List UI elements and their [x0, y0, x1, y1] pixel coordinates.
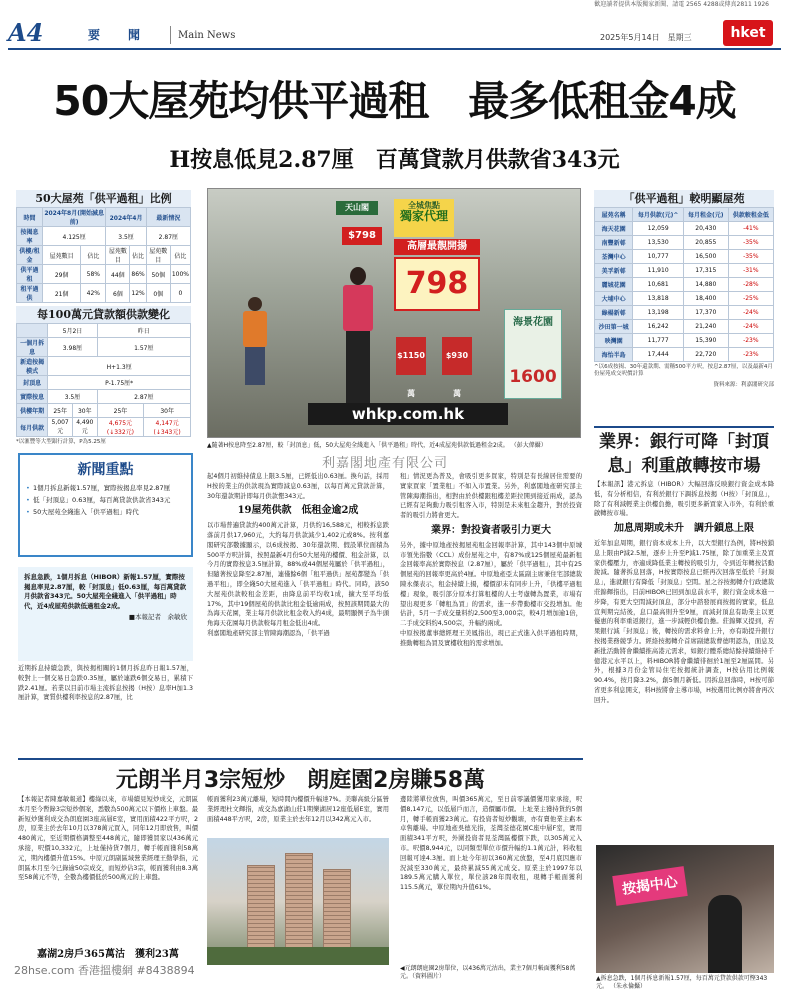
table-title: 每100萬元貸款額供款變化	[16, 306, 191, 323]
table-row	[595, 334, 774, 348]
table-cell: 86%	[130, 265, 146, 284]
table-cell: 最新情況	[146, 208, 190, 227]
table-row	[17, 338, 191, 357]
photo-caption	[207, 442, 581, 450]
table-cell: 21,240	[683, 320, 728, 334]
table-cell: 0	[170, 284, 190, 303]
street-photo	[207, 188, 581, 438]
table-cell: 30年	[72, 404, 97, 418]
table-cell: 昨日	[97, 324, 190, 338]
photo-caption	[596, 975, 774, 991]
table-cell: 供樓/租金	[17, 246, 43, 265]
photo-sign-text: 獨家代理	[399, 209, 448, 223]
table-row	[17, 208, 191, 227]
table-row	[17, 227, 191, 246]
table-cell: 14,880	[683, 278, 728, 292]
table-row	[595, 250, 774, 264]
table-row	[17, 265, 191, 284]
table-row	[595, 236, 774, 250]
table-cell: -35%	[728, 250, 773, 264]
table-cell: 每月供款	[17, 418, 48, 437]
article-column-b3: 邊陸將單位放售，叫價365萬元，至日前零議價獲用家承接，呎價8,147元，以低層戶而言，造價屬市價。上址業主獲持貨約5個月，轉手帳面獲23萬元。有投資者短炒觀塘，亦有賣他業主虧本卓售離場。中原地產吳德光指，荃灣荃德花園C座中層F室，實用面積341平方呎，外圍投資者見荃灣區樓價下跌，以305萬元入市。呎價8,944元，以同類型單位市價升幅約1.1萬元計，料收租回報可達4.3厘。而上址今年初以360萬元放盤，至4月底因應市況減至330萬元，最終累減55萬元成交。原業主於1997年以189.5萬元購入單位，單位該28年間收租，現轉手帳面獲利115.5萬元，單位期內升值61%。	[400, 796, 582, 892]
trees	[207, 947, 389, 965]
header-divider	[170, 26, 171, 44]
issue-date: 2025年5月14日 星期三	[600, 33, 692, 42]
table-cell: 21個	[42, 284, 80, 303]
table-cell: P-1.75厘*	[48, 376, 191, 390]
paragraph: 以市場普遍貸款約400萬元計算，月供約16,588元，相較拆息跌落前月供17,960元，大約每月供款減少1,402元或8%。按利嘉閣研究部數據顯示，以6成按揭、30年還款期、假設單位面積為500平方呎計算，按照最新4月份50大屋苑的樓價、租金計算，以今月的實際按息3.5厘計算，88%或44個屋苑屬於「供平過租」，但隨著按息降至2.87厘，連僅餘6個「租平過供」屋苑都變為「供過平租」，即全綫50大屋苑進入「供平過租」時代。同時，該50大屋苑供款較租金差距，由降息前平均收1成，擴大至平均低17%，其中19個屋苑的供款比租金低逾兩成，按照該期間最大的為海天花園，業主每月供款比租金收入約4成，最明顯例子為牛頭角海天花園每月供款較每月租金低出4成。	[207, 522, 389, 628]
photo-sign-text: 海景花園	[513, 317, 553, 328]
estate-photo	[207, 838, 389, 965]
data-table	[594, 207, 774, 362]
table-cell: 42%	[81, 284, 106, 303]
table-cell: 供款較租金低	[728, 208, 773, 222]
article-subheading: 嘉湖2房戶365萬沽 獲利23萬	[37, 949, 179, 960]
article-subheading: 業界：對投資者吸引力更大	[431, 524, 551, 536]
paragraph: 【本報訊】港元拆息（HIBOR）大幅回落反映銀行資金成本降低，有分析相信，有利於銀行下調拆息按揭（H按）「封頂息」，除了有利減輕業主供樓負擔，吸引更多新買家入市外，有利於重啟轉按市場。	[594, 481, 774, 518]
table-cell: 2024年8月(開始減息前)	[42, 208, 105, 227]
hket-logo: hket	[723, 20, 773, 46]
table-cell: 4,147元 (↓343元)	[144, 418, 191, 437]
table-title: 「供平過租」較明顯屋苑	[594, 190, 774, 207]
data-table	[16, 323, 191, 437]
paragraph: 近年加息周期，銀行資本成本上升，以大型銀行為例，將H按鎖息上限由P減2.5厘，逐步上升至P減1.75厘，除了加重業主及買家供樓壓力，亦適成降低業主轉按的吸引力，令到近年轉按活動銳減。隨著拆息回落，H按實際按息已經再次回落至低於「封頂息」，進就銀行有降低「封頂息」空間。星之谷按揭轉介行政總裁莊錦輝指出，目前HIBOR已回到加息前水平，銀行資金成本進一步降，有更大空間減封頂息，部分中諮發展商按揭的實家，低息宣判期完結後，息口最高則升至9厘，而減封頂息有助業主以更優惠的利率重返銀行，進一步減輕供樓負擔。莊錦輝又提到，若果銀行減「封頂息」後，轉按的需求料會上升，亦有助提升銀行按揭業務競爭力。經絡按揭轉介首席副總裁曹德明認為，面息及新批活動將會繼續推高港元需求，如銀行體系總結餘持續維持千億港元水平以上，料HIBOR將會繼續徘徊於1厘至2厘區間。另外，根據3月份金管局住宅按揭統計調查，H按佔用比例報90.4%，按月降3.2%，創5個月新低。因拆息回落時，H按可節省更多利息開支，料H按將會主導市場，H按選用比例亦將會再次回升。	[594, 539, 774, 704]
table-cell: 1.57厘	[97, 338, 190, 357]
article-column-b2: 帳面獲利23萬元離場，短時間內樓價升幅達7%。美聯高級分區營業經理杜文輝指，成交為嘉湖山莊1期樂湖居12座低層E室，實用面積448平方呎，2房，原業主於去年12月以342萬元入市。	[207, 796, 389, 823]
table-cell: 3.5厘	[48, 390, 97, 404]
table-row	[17, 284, 191, 303]
table-cell: 17,444	[633, 348, 684, 362]
section-name-en: Main News	[178, 30, 236, 41]
table-cell: 2.87厘	[97, 390, 190, 404]
table-row	[17, 357, 191, 376]
table-row	[17, 324, 191, 338]
table-cell: 屋苑數目	[146, 246, 170, 265]
page-number: A4	[8, 18, 44, 47]
table-cell: 12%	[130, 284, 146, 303]
table-cell: 18,400	[683, 292, 728, 306]
table-note: ^以6成按揭、30年還款期、需稱500平方呎，按息2.87厘，以及最新4月份屋苑成交呎價計算	[594, 364, 773, 377]
headline: 50大屋苑均供平過租 最多低租金4成	[53, 77, 736, 125]
table-cell: 佔比	[81, 246, 106, 265]
table-cell: 3.5厘	[106, 227, 146, 246]
lead-summary-box	[18, 567, 193, 661]
table-cell: 按揭息率	[17, 227, 43, 246]
table-cell: 海怡半島	[595, 348, 633, 362]
caption-text: ▲隨著H按息降至2.87厘，較「封頂息」低，50大屋苑全綫進入「供平過租」時代，近4成屋苑供款低過租金2成。	[207, 442, 509, 449]
table-row	[595, 348, 774, 362]
photo-sign: 高層最靚開揚	[394, 239, 480, 255]
photo-sign: 798	[394, 257, 480, 311]
photo-credit: （彭大偉攝）	[510, 442, 547, 449]
article-column-2	[207, 472, 389, 639]
photo-sign: 按揭中心	[612, 866, 687, 906]
table-cell: 3.98厘	[48, 338, 97, 357]
list-item: • 1個月拆息新報1.57厘，實際按揭息率見2.87厘	[26, 484, 185, 493]
list-item: • 低「封頂息」0.63厘，每百萬貸款供款省343元	[26, 496, 185, 505]
table-cell: 2.87厘	[146, 227, 190, 246]
table-row	[17, 246, 191, 265]
table-cell: 屋苑名稱	[595, 208, 633, 222]
article-column-1: 近期拆息持續急跌，與按揭相關的1個月拆息昨日報1.57厘，較對上一個交易日急跌0.35厘，屬於連跌6個交易日，累積下跌2.41厘。若業以目前市場主流拆息按揭（H按）息率H加1.3厘計算，實質供樓利率按息的2.87厘，比	[18, 665, 193, 702]
data-table	[16, 207, 191, 303]
table-row	[595, 320, 774, 334]
table-cell: 17,370	[683, 306, 728, 320]
article-column-3	[400, 472, 582, 649]
table-cell: 每月供款(元)^	[633, 208, 684, 222]
table-source: 資料來源：利嘉閣研究部	[713, 382, 774, 388]
photo-sign	[504, 309, 562, 399]
table-cell: 美孚新邨	[595, 264, 633, 278]
table-cell: 10,681	[633, 278, 684, 292]
sidebar-article	[594, 480, 774, 706]
table-cell: 租平過供	[17, 284, 43, 303]
table-cell: 麗城花園	[595, 278, 633, 292]
table-row	[595, 306, 774, 320]
table-cell: 44個	[106, 265, 130, 284]
photo-sign: $930萬	[442, 337, 472, 375]
paragraph: 租」情況更為普及，會吸引更多買家，特別是有長線居住需要的實家買家「置業租」不如入市置業。另外，利嘉閣地產研究部主管陳海潮指出，相對由於供樓跟租樓差距拉開到接近兩成，認為已經有足夠動力吸引租客入市，特別是未來租金趨升，對於投資者的吸引力將會更大。	[400, 473, 582, 520]
table-cell: -35%	[728, 236, 773, 250]
table-cell: 4,490元	[72, 418, 97, 437]
agency-watermark: 利嘉閣地產有限公司	[322, 456, 449, 471]
table-cell: -41%	[728, 222, 773, 236]
table-cell: 16,500	[683, 250, 728, 264]
b1-subheading-block	[18, 945, 198, 960]
article-subheading: 加息周期或未升 調升鎖息上限	[614, 523, 754, 535]
table-row	[17, 418, 191, 437]
paragraph: 另外，據中原地產按揭屋苑租金回報率計算，其中143個中原城市領先指數（CCL）成份屋苑之中，有87%或125個屋苑最新租金回報率高於實際按息（2.87厘），屬於「供平過租」，其中有25個屋苑的回報率更高於4厘。中原地產亞太區副主席兼住宅部總裁陳永傑表示，租金持續上揚，樓價卻未有同步上升，「供樓平過租樓」現象，吸引部分原本打算租樓的人士考慮轉為置業，市場有望出現更多「轉租為買」的需求，進一步帶動樓市交投增加。他估計，5月一手成交量料約2,500至3,000宗，較4月增加逾1倍，二手成交料約4,500宗，升幅約兩成。	[400, 541, 582, 628]
table-cell: 沙田第一城	[595, 320, 633, 334]
table-cell: 4,675元 (↓332元)	[97, 418, 144, 437]
table-cell: 11,777	[633, 334, 684, 348]
table-row	[595, 222, 774, 236]
table-cell: 5,007元	[48, 418, 73, 437]
table-cell: -24%	[728, 320, 773, 334]
table-cell: 5月2日	[48, 324, 97, 338]
table-cell: 100%	[170, 265, 190, 284]
table-row	[17, 390, 191, 404]
table-cell: 30年	[144, 404, 191, 418]
table-cell: 供平過租	[17, 265, 43, 284]
paragraph: 起4個月初維持債息上限3.5厘，已經低出0.63厘。換句話，採用H按的業主的供款現為實際減息0.63厘，以每百萬元貸款計算，30年還款期計即每月供款慳343元。	[207, 473, 389, 500]
table-cell: 50個	[146, 265, 170, 284]
table-cell: 大埔中心	[595, 292, 633, 306]
table-cell: 0個	[146, 284, 170, 303]
table-cell: 25年	[97, 404, 144, 418]
table-cell: 綠楊新邨	[595, 306, 633, 320]
table-cell: 12,059	[633, 222, 684, 236]
photo-credit: （朱永倫攝）	[609, 983, 646, 990]
table-cell: -23%	[728, 334, 773, 348]
byline: ■本報記者 余敏欣	[128, 613, 187, 621]
table-cell: 實際按息	[17, 390, 48, 404]
table-title: 50大屋苑「供平過租」比例	[16, 190, 191, 207]
table-cell: -24%	[728, 306, 773, 320]
news-highlights-title: 新聞重點	[77, 462, 134, 478]
photo-sign-text: 1600	[509, 367, 557, 387]
section-name: 要聞	[88, 28, 169, 42]
table-repayment-change	[16, 306, 191, 448]
table-row	[595, 264, 774, 278]
paragraph: 利嘉閣地產研究部主管陳海潮認為，「供平過	[207, 629, 330, 637]
photo-sign: 天山閣	[336, 201, 378, 215]
top-contact-strip: 歡迎讀者提供本版獨家新聞、請電 2565 4288或傳真2811 1926	[594, 1, 769, 8]
photo-sign: $798	[342, 227, 382, 245]
table-cell: -25%	[728, 292, 773, 306]
photo-sign: $1150萬	[396, 337, 426, 375]
photo-sign-text: 全城焦點	[408, 201, 440, 210]
table-cell: 22,720	[683, 348, 728, 362]
photo-caption: ◀元朗朗庭園2房單位，以436萬元沽出，業主7個月帳面獲利58萬元。（資料圖片）	[400, 965, 576, 980]
table-cell: 20,430	[683, 222, 728, 236]
table-cell: 25年	[48, 404, 73, 418]
article-column-b1: 【本報記者陳嘉敏報道】樓綠以來，市場續見短炒成交，元朗區本月至今暫錄3宗短炒個案，悉數為500萬元以下價格上車盤。最新短炒獲利成交為朗庭園3座高層E室，實用面積422平方呎，2房，原業主於去年10月以378萬元買入，同年12月即放售，叫價480萬元，至近期價格調整至448萬元，隨即獲買家以436萬元承接，呎價10,332元，上址僅持貨7個月，轉手帳面獲利58萬元，期內樓價升值15%。中原元朗副區域營業經理王勤學指，元朗區本月至今已錄逾50宗成交，而短炒佔3宗，帳面獲利由8.3萬至58萬元不等，全數為樓價低於500萬元的上車盤。	[18, 796, 198, 882]
table-cell: 海天花園	[595, 222, 633, 236]
table-cell: 13,530	[633, 236, 684, 250]
table-cell: 4.125厘	[42, 227, 105, 246]
table-cell: 封頂息	[17, 376, 48, 390]
table-cell: 13,818	[633, 292, 684, 306]
subheadline: H按息低見2.87厘 百萬貸款月供款省343元	[169, 147, 620, 173]
table-cell: 20,855	[683, 236, 728, 250]
table-cell: 58%	[81, 265, 106, 284]
mortgage-centre-photo	[596, 845, 774, 973]
table-cell: -31%	[728, 264, 773, 278]
table-cell: 新造按揭模式	[17, 357, 48, 376]
table-note: *以滙豐等大型銀行計算，P為5.25厘	[16, 439, 106, 445]
table-cell: 10,777	[633, 250, 684, 264]
table-cell: 11,910	[633, 264, 684, 278]
table-cell: 佔比	[170, 246, 190, 265]
table-cell: 2024年4月	[106, 208, 146, 227]
table-cell: 17,315	[683, 264, 728, 278]
sidebar-headline: 業界：銀行可降「封頂息」利重啟轉按市場	[594, 426, 774, 478]
table-estates-list	[594, 190, 774, 391]
table-row	[595, 208, 774, 222]
list-item: • 50大屋苑全綫進入「供平過租」時代	[26, 508, 185, 517]
table-cell: 一個月拆息	[17, 338, 48, 357]
table-cell: 荃灣中心	[595, 250, 633, 264]
paragraph: 中原按揭董事總經理王美鳳指出，現已正式進入供平過租時期，推動轉租為買及實樓收租的需求增加。	[400, 629, 582, 647]
table-cell: 16,242	[633, 320, 684, 334]
second-headline: 元朗半月3宗短炒 朗庭園2房賺58萬	[18, 758, 583, 794]
caption-text: ▲拆息急跌，1個月拆息新報1.57厘，每百萬元貸款供款可慳343元。	[596, 975, 768, 990]
table-row	[595, 292, 774, 306]
table-cell: 供樓年期	[17, 404, 48, 418]
table-cell	[17, 324, 48, 338]
photo-sign: whkp.com.hk	[308, 403, 508, 425]
person-figure	[708, 895, 742, 973]
table-cell: 13,198	[633, 306, 684, 320]
table-cell: 屋苑數目	[106, 246, 130, 265]
news-highlights-box	[18, 453, 193, 557]
table-cell: 映灣園	[595, 334, 633, 348]
table-cell: H+1.3厘	[48, 357, 191, 376]
table-cell: -28%	[728, 278, 773, 292]
table-cell: 時間	[17, 208, 43, 227]
table-supply-vs-rent-ratio	[16, 190, 191, 303]
table-cell: 佔比	[130, 246, 146, 265]
table-row	[17, 376, 191, 390]
lead-text: 拆息急跌，1個月拆息（HIBOR）新報1.57厘，實際按揭息率見2.87厘，較「封頂息」低0.63厘，每百萬貸款月供款省343元。50大屋苑全綫進入「供平過租」時代，近4成屋苑供款低過租金2成。	[24, 573, 187, 610]
article-subheading: 19屋苑供款 低租金逾2成	[237, 505, 359, 517]
table-cell: 29個	[42, 265, 80, 284]
table-row	[595, 278, 774, 292]
table-row	[17, 404, 191, 418]
child-figure	[240, 297, 270, 417]
site-watermark: 28hse.com 香港搵樓網 #8438894	[14, 964, 195, 977]
table-cell: 南豐新邨	[595, 236, 633, 250]
adult-figure	[338, 267, 378, 427]
photo-sign	[394, 199, 454, 237]
table-cell: 每月租金(元)	[683, 208, 728, 222]
table-cell: 15,390	[683, 334, 728, 348]
table-cell: 6個	[106, 284, 130, 303]
table-cell: 屋苑數目	[42, 246, 80, 265]
table-cell: -23%	[728, 348, 773, 362]
